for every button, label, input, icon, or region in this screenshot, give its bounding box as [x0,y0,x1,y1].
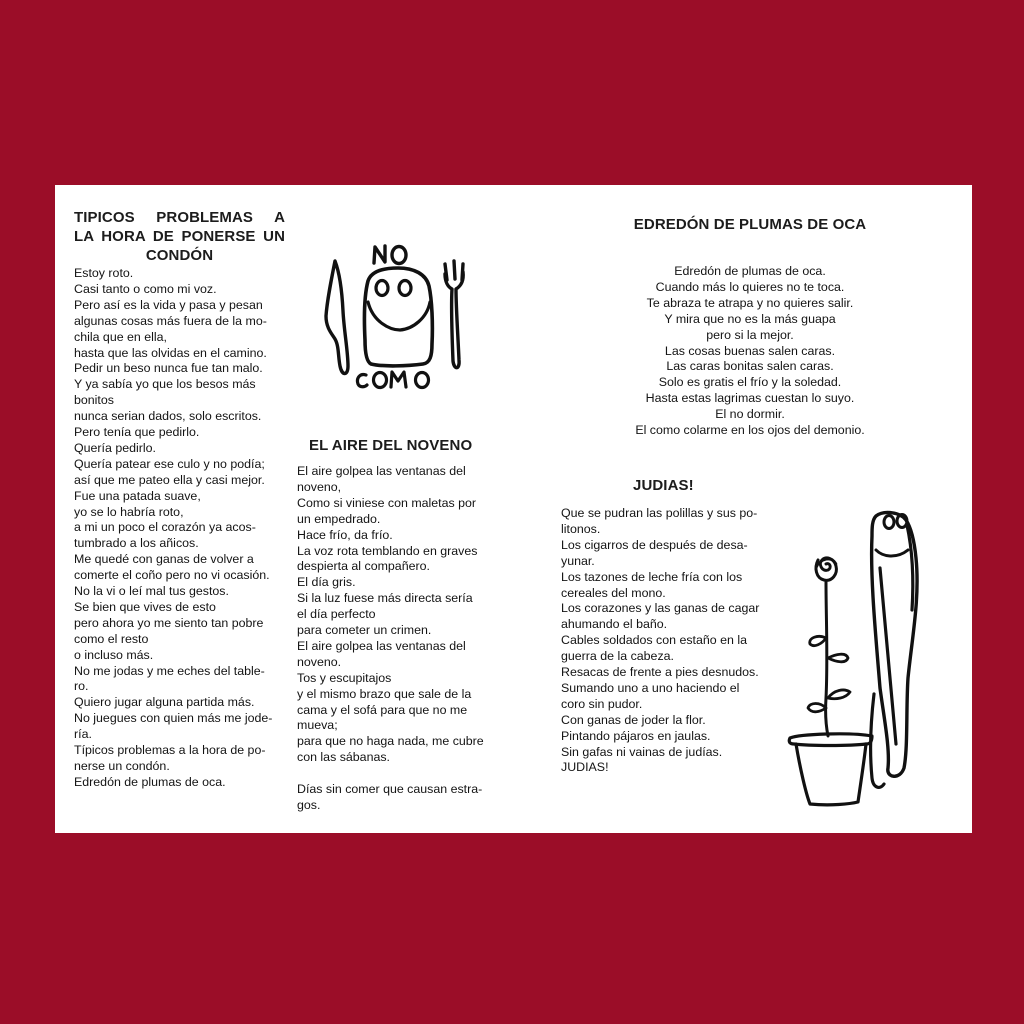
poem-line: Me quedé con ganas de volver a [74,552,254,567]
poem-line: El como colarme en los ojos del demonio. [635,423,865,437]
poem-line: Se bien que vives de esto [74,599,216,614]
poem-line: Te abraza te atrapa y no quieres salir. [646,295,854,310]
poem-line: Cables soldados con estaño en la [561,633,747,648]
poem-line: noveno. [297,654,342,669]
poem-line: litonos. [561,521,601,536]
poem-line: cereales del mono. [561,585,666,600]
poem-line: Fue una patada suave, [74,488,201,503]
poem-line: pero ahora yo me siento tan pobre [74,615,264,630]
poem-line: o incluso más. [74,647,154,662]
poem-title-line: LA HORA DE PONERSE UN [74,228,285,245]
poem-line: pero si la mejor. [706,327,794,342]
poem-line: El no dormir. [715,407,785,422]
poem-line: Tos y escupitajos [297,670,392,685]
poem-line: comerte el coño pero no vi ocasión. [74,568,270,583]
poem-line: nunca serian dados, solo escritos. [74,409,262,424]
poem-line: Cuando más lo quieres no te toca. [655,279,845,294]
poem-line: así que me pateo ella y casi mejor. [74,472,265,487]
poem-line: guerra de la cabeza. [561,649,674,664]
poem-line: ro. [74,679,89,694]
poem-line: un empedrado. [297,511,381,526]
poem-line: con las sábanas. [297,750,390,765]
poem-line: Los corazones y las ganas de cagar [561,601,760,616]
poem-line: El día gris. [297,575,356,590]
poem-line: Edredón de plumas de oca. [74,774,226,789]
poem-line: para que no haga nada, me cubre [297,734,484,749]
poem-line: Los tazones de leche fría con los [561,569,743,584]
poem-line: hasta que las olvidas en el camino. [74,345,267,360]
poem-line: Estoy roto. [74,266,134,280]
poem-line: Las caras bonitas salen caras. [666,359,834,374]
poem-line: Hace frío, da frío. [297,527,393,542]
poem-line: Pedir un beso nunca fue tan malo. [74,361,263,376]
poem-line: tumbrado a los añicos. [74,536,199,551]
poem-line: Días sin comer que causan estra- [297,782,483,796]
poem-line: Pero así es la vida y pasa y pesan [74,297,263,312]
poem-line: Los cigarros de después de desa- [561,537,748,552]
poem-line: Con ganas de joder la flor. [561,712,706,727]
poem-line: Hasta estas lagrimas cuestan lo suyo. [645,391,855,406]
poem-line: Edredón de plumas de oca. [674,264,826,278]
poem-line: Típicos problemas a la hora de po- [74,743,266,757]
poem-tipicos-problemas [74,209,285,789]
poem-line: chila que en ella, [74,329,167,344]
poem-title: EL AIRE DEL NOVENO [309,437,473,454]
poem-line: Casi tanto o como mi voz. [74,281,217,296]
poem-line: cama y el sofá para que no me [297,702,468,717]
poem-title: JUDIAS! [633,477,694,494]
poem-line: nerse un condón. [74,758,170,773]
poem-line: Pintando pájaros en jaulas. [561,728,711,743]
poem-line: Sin gafas ni vainas de judías. [561,744,723,759]
poem-line: el día perfecto [297,607,376,622]
poem-el-aire-del-noveno [297,437,497,817]
poem-line: JUDIAS! [561,760,609,775]
poem-line: Sumando uno a uno haciendo el [561,680,740,695]
poem-line: y el mismo brazo que sale de la [297,686,472,701]
poem-line: Solo es gratis el frío y la soledad. [658,375,842,390]
poem-line: El aire golpea las ventanas del [297,638,466,653]
poem-title: EDREDÓN DE PLUMAS DE OCA [633,216,867,233]
no-como-face-drawing [318,236,468,396]
poem-line: para cometer un crimen. [297,623,432,637]
poem-line: No la vi o leí mal tus gestos. [74,584,229,598]
poem-line: El aire golpea las ventanas del [297,464,466,478]
poem-line: como el resto [74,631,149,646]
poem-line: Que se pudran las polillas y sus po- [561,506,758,520]
poem-line: yunar. [561,553,595,568]
poem-line: Quiero jugar alguna partida más. [74,695,255,710]
poem-line: Y mira que no es la más guapa [664,311,836,326]
figure-and-rose-pot-drawing [780,498,960,818]
poem-judias [561,477,771,777]
poem-line: No juegues con quien más me jode- [74,711,273,726]
poem-line: Resacas de frente a pies desnudos. [561,665,759,679]
poem-line: algunas cosas más fuera de la mo- [74,313,267,328]
poem-edredon-de-plumas-de-oca [580,216,920,446]
poem-line: Y ya sabía yo que los besos más [74,377,256,392]
poem-line: despierta al compañero. [297,559,430,574]
poem-line: a mi un poco el corazón ya acos- [74,520,256,535]
poem-line: Pero tenía que pedirlo. [74,425,200,439]
poem-line: No me jodas y me eches del table- [74,663,265,678]
poem-line: La voz rota temblando en graves [297,543,478,558]
poem-line: Quería pedirlo. [74,440,156,455]
poem-line: ría. [74,727,92,742]
poem-line: yo se lo habría roto, [74,504,184,519]
poem-line: Las cosas buenas salen caras. [664,343,836,358]
poem-line: coro sin pudor. [561,696,643,711]
poem-line: noveno, [297,479,342,494]
poem-line: Quería patear ese culo y no podía; [74,456,265,471]
poem-line: Si la luz fuese más directa sería [297,591,473,606]
poem-line: gos. [297,797,321,812]
poem-line: ahumando el baño. [561,617,668,632]
poem-title-line: CONDÓN [145,247,214,264]
poem-line: bonitos [74,393,114,408]
poem-line: mueva; [297,718,338,733]
poem-title-line: TIPICOS PROBLEMAS A [74,209,285,226]
poem-line: Como si viniese con maletas por [297,495,477,510]
